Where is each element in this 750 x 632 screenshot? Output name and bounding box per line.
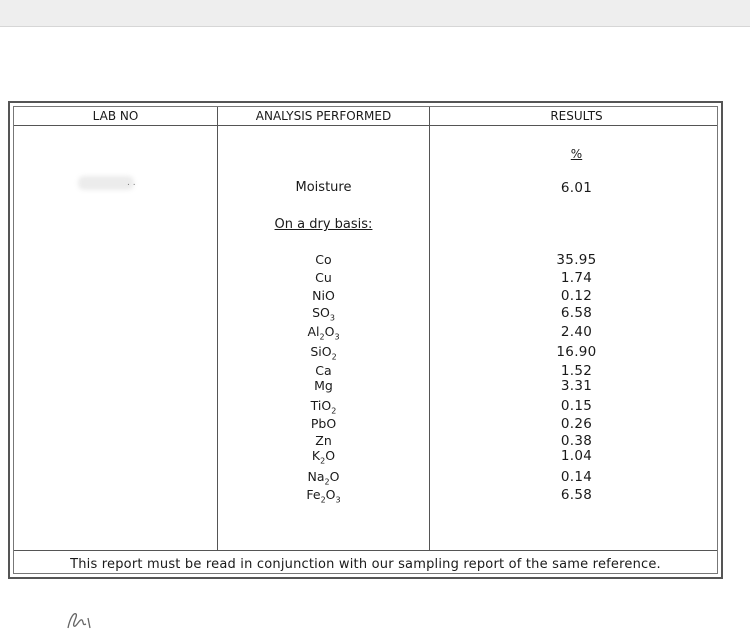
result-value: 1.52 — [560, 363, 593, 379]
result-value: 3.31 — [560, 378, 593, 394]
result-value: 0.14 — [560, 469, 593, 485]
analyte-k2o: $K_2O$ — [311, 448, 336, 466]
result-value: 6.58 — [560, 305, 593, 321]
table-frame — [13, 106, 718, 574]
signature — [60, 604, 110, 632]
result-value: 1.74 — [560, 270, 593, 286]
footer-note: This report must be read in conjunction with our sampling report of the same reference. — [70, 557, 661, 572]
analyte-pbo: PbO — [310, 416, 337, 431]
result-value: 0.12 — [560, 288, 593, 304]
result-value: 0.38 — [560, 433, 593, 449]
analyte-ca: Ca — [315, 363, 332, 378]
header-divider — [14, 125, 717, 126]
dry-basis-label: On a dry basis: — [274, 217, 373, 232]
analyte-mg: Mg — [314, 378, 333, 393]
analyte-fe2o3: $Fe_2O_3$ — [306, 487, 341, 505]
result-value: 1.04 — [560, 448, 593, 464]
result-value: 35.95 — [556, 252, 597, 268]
result-value: 6.58 — [560, 487, 593, 503]
analyte-sio2: SiO$_2$ — [310, 344, 337, 362]
analyte-tio2: TiO$_2$ — [310, 398, 337, 416]
analyte-so3: $SO_3$ — [312, 305, 335, 323]
result-value: 16.90 — [556, 344, 597, 360]
lab-no-header: LAB NO — [92, 109, 139, 123]
results-header: RESULTS — [550, 109, 603, 123]
analysis-header: ANALYSIS PERFORMED — [255, 109, 392, 123]
unit-percent: % — [570, 147, 583, 161]
analyte-zn: Zn — [315, 433, 332, 448]
analyte-co: Co — [315, 252, 332, 267]
result-value: 0.26 — [560, 416, 593, 432]
result-value: 2.40 — [560, 324, 593, 340]
analyte-nio: NiO — [312, 288, 335, 303]
analyte-na2o: $Na_2O$ — [307, 469, 340, 487]
redacted-lab-suffix: . . — [127, 178, 136, 188]
result-value: 0.15 — [560, 398, 593, 414]
analysis-report-table — [8, 101, 723, 579]
viewer-top-bar — [0, 0, 750, 27]
moisture-value: 6.01 — [560, 180, 593, 196]
analyte-al2o3: $Al_2O_3$ — [307, 324, 340, 342]
footer-divider — [14, 550, 717, 551]
redacted-lab-number — [78, 176, 134, 190]
moisture-label: Moisture — [295, 180, 352, 195]
analyte-cu: Cu — [315, 270, 332, 285]
